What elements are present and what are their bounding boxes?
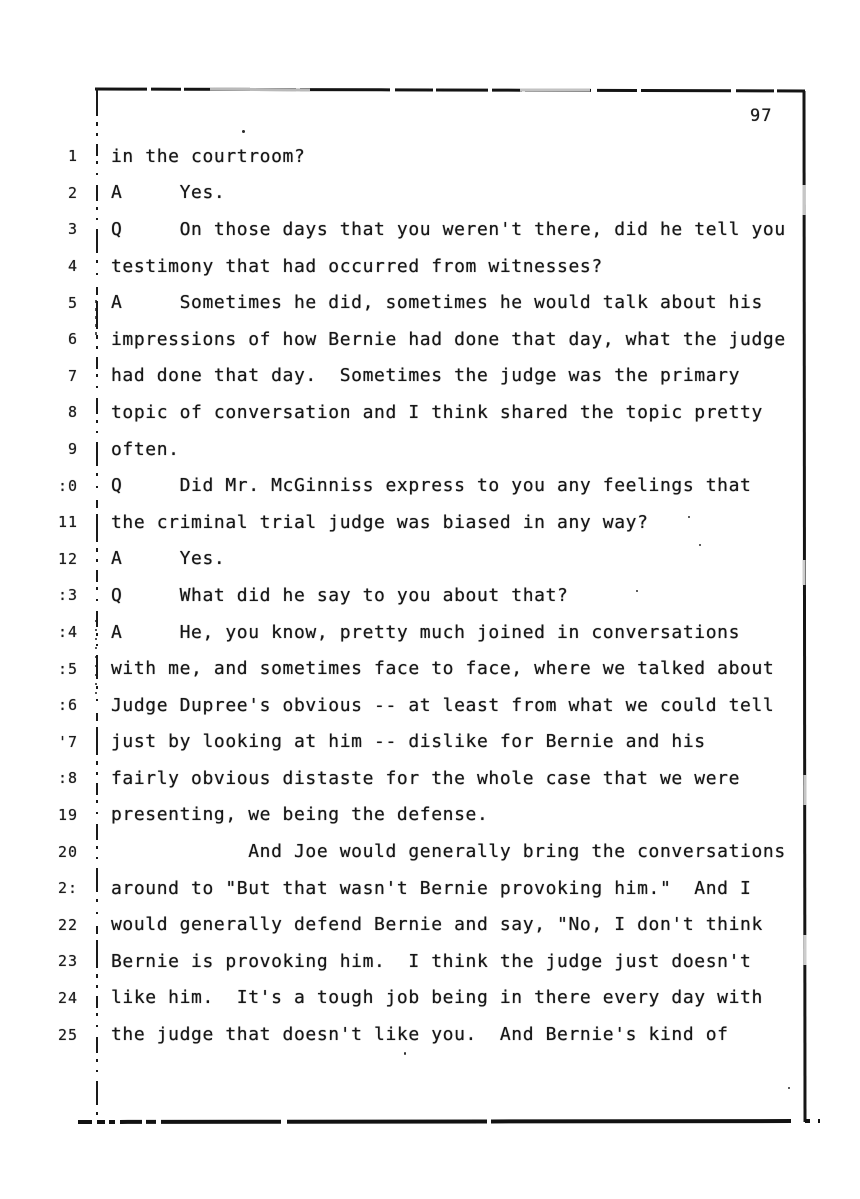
transcript-line xyxy=(0,980,860,1017)
transcript-line xyxy=(0,467,860,504)
line-text: A Yes. xyxy=(111,548,226,570)
line-text: Q What did he say to you about that? xyxy=(111,584,569,606)
line-text: the criminal trial judge was biased in any way? xyxy=(111,511,649,533)
scan-speck xyxy=(688,516,690,518)
scan-speck xyxy=(699,544,701,546)
line-number: 2 xyxy=(67,183,78,202)
line-text: like him. It's a tough job being in there every day with xyxy=(111,987,763,1009)
line-number: 6 xyxy=(67,330,78,349)
line-text: in the courtroom? xyxy=(111,145,306,167)
line-text: often. xyxy=(111,438,180,460)
transcript-line xyxy=(0,650,860,687)
transcript-line xyxy=(0,138,860,175)
line-number: 2: xyxy=(57,879,78,898)
transcript-line xyxy=(0,541,860,578)
line-text: fairly obvious distaste for the whole case that we were xyxy=(111,767,741,789)
transcript-line xyxy=(0,321,860,358)
line-number: 8 xyxy=(67,403,78,422)
line-number: 20 xyxy=(57,842,78,861)
line-text: Judge Dupree's obvious -- at least from what we could tell xyxy=(111,694,775,716)
transcript-line xyxy=(0,211,860,248)
transcript-line xyxy=(0,577,860,614)
line-text: Bernie is provoking him. I think the judge just doesn't xyxy=(111,950,752,972)
line-number: 9 xyxy=(67,440,78,459)
line-number: 1 xyxy=(67,147,78,166)
transcript-line xyxy=(0,943,860,980)
line-number: 7 xyxy=(67,366,78,385)
transcript-line xyxy=(0,870,860,907)
transcript-line xyxy=(0,797,860,834)
line-text: testimony that had occurred from witnesses? xyxy=(111,255,603,277)
scan-speck xyxy=(636,590,638,592)
line-text: A Yes. xyxy=(111,182,226,204)
transcript-line xyxy=(0,431,860,468)
transcript-line xyxy=(0,394,860,431)
line-text: A He, you know, pretty much joined in conversations xyxy=(111,621,741,643)
transcript-line xyxy=(0,724,860,761)
scan-speck xyxy=(788,1087,790,1089)
line-number: :5 xyxy=(57,659,78,678)
line-text: just by looking at him -- dislike for Bernie and his xyxy=(111,731,706,753)
line-text: Q On those days that you weren't there, did he tell you xyxy=(111,218,786,240)
line-text: had done that day. Sometimes the judge was the primary xyxy=(111,365,741,387)
transcript-lines xyxy=(0,138,860,1053)
transcript-line xyxy=(0,504,860,541)
line-text: presenting, we being the defense. xyxy=(111,804,489,826)
transcript-line xyxy=(0,906,860,943)
line-number: 22 xyxy=(57,915,78,934)
line-number: :6 xyxy=(57,696,78,715)
line-number: '7 xyxy=(57,732,78,751)
line-number: 11 xyxy=(57,513,78,532)
transcript-line xyxy=(0,614,860,651)
transcript-line xyxy=(0,1016,860,1053)
line-text: around to "But that wasn't Bernie provoking him." And I xyxy=(111,877,752,899)
transcript-line xyxy=(0,687,860,724)
scan-speck xyxy=(242,130,245,133)
page-number: 97 xyxy=(750,106,773,126)
transcript-line xyxy=(0,175,860,212)
transcript-line xyxy=(0,833,860,870)
transcript-line xyxy=(0,248,860,285)
line-text: Q Did Mr. McGinniss express to you any feelings that xyxy=(111,475,752,497)
line-text: topic of conversation and I think shared the topic pretty xyxy=(111,401,763,423)
line-text: with me, and sometimes face to face, where we talked about xyxy=(111,658,775,680)
transcript-line xyxy=(0,284,860,321)
line-number: 4 xyxy=(67,257,78,276)
line-number: 23 xyxy=(57,952,78,971)
line-text: impressions of how Bernie had done that day, what the judge xyxy=(111,328,786,350)
line-number: :8 xyxy=(57,769,78,788)
line-number: :0 xyxy=(57,476,78,495)
line-text: A Sometimes he did, sometimes he would talk about his xyxy=(111,292,763,314)
line-number: :4 xyxy=(57,623,78,642)
line-number: 5 xyxy=(67,293,78,312)
line-number: :3 xyxy=(57,586,78,605)
line-number: 12 xyxy=(57,549,78,568)
line-text: And Joe would generally bring the conversations xyxy=(111,841,786,863)
line-number: 3 xyxy=(67,220,78,239)
transcript-line xyxy=(0,358,860,395)
line-number: 24 xyxy=(57,988,78,1007)
line-number: 25 xyxy=(57,1025,78,1044)
transcript-line xyxy=(0,760,860,797)
line-text: the judge that doesn't like you. And Bernie's kind of xyxy=(111,1024,729,1046)
scan-speck xyxy=(404,1052,406,1055)
line-text: would generally defend Bernie and say, "No, I don't think xyxy=(111,914,763,936)
line-number: 19 xyxy=(57,805,78,824)
